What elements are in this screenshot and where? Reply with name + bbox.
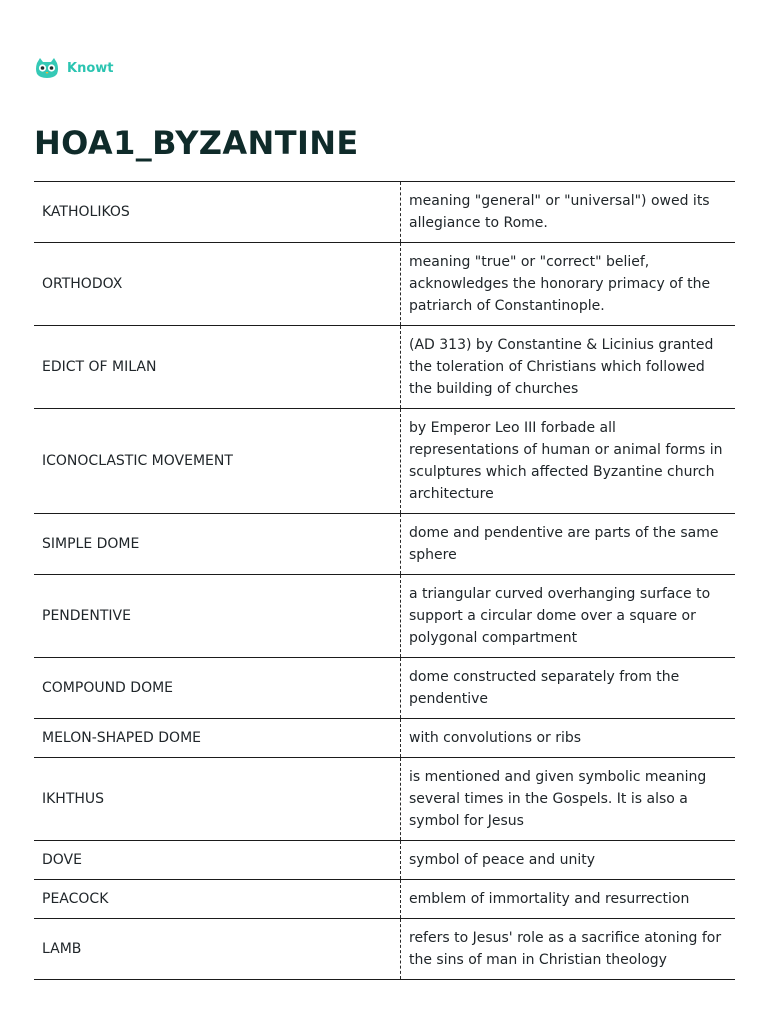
term-cell: DOVE	[34, 841, 401, 880]
table-row	[34, 841, 735, 880]
term-cell: MELON-SHAPED DOME	[34, 719, 401, 758]
table-row	[34, 658, 735, 719]
term-cell: IKHTHUS	[34, 758, 401, 841]
definition-cell: dome constructed separately from the pendentive	[401, 658, 736, 719]
owl-mascot-icon	[34, 57, 60, 79]
table-row	[34, 575, 735, 658]
definition-cell: with convolutions or ribs	[401, 719, 736, 758]
table-row	[34, 243, 735, 326]
brand-logo[interactable]	[34, 57, 113, 79]
table-row	[34, 514, 735, 575]
definition-cell: refers to Jesus' role as a sacrifice atoning for the sins of man in Christian theology	[401, 919, 736, 980]
term-cell: COMPOUND DOME	[34, 658, 401, 719]
page-title: HOA1_BYZANTINE	[34, 124, 359, 162]
table-row	[34, 409, 735, 514]
term-cell: PEACOCK	[34, 880, 401, 919]
term-cell: ICONOCLASTIC MOVEMENT	[34, 409, 401, 514]
term-cell: EDICT OF MILAN	[34, 326, 401, 409]
definition-cell: by Emperor Leo III forbade all representations of human or animal forms in sculptures which affected Byzantine church architecture	[401, 409, 736, 514]
definition-cell: meaning "true" or "correct" belief, acknowledges the honorary primacy of the patriarch of Constantinople.	[401, 243, 736, 326]
table-row	[34, 880, 735, 919]
term-cell: PENDENTIVE	[34, 575, 401, 658]
brand-name: Knowt	[67, 60, 114, 76]
definition-cell: dome and pendentive are parts of the same sphere	[401, 514, 736, 575]
definition-cell: (AD 313) by Constantine & Licinius granted the toleration of Christians which followed the building of churches	[401, 326, 736, 409]
term-cell: LAMB	[34, 919, 401, 980]
table-row	[34, 182, 735, 243]
term-cell: KATHOLIKOS	[34, 182, 401, 243]
term-cell: ORTHODOX	[34, 243, 401, 326]
flashcard-table	[34, 181, 735, 980]
table-row	[34, 758, 735, 841]
definition-cell: emblem of immortality and resurrection	[401, 880, 736, 919]
definition-cell: meaning "general" or "universal") owed its allegiance to Rome.	[401, 182, 736, 243]
definition-cell: symbol of peace and unity	[401, 841, 736, 880]
table-row	[34, 719, 735, 758]
table-row	[34, 326, 735, 409]
term-cell: SIMPLE DOME	[34, 514, 401, 575]
definition-cell: a triangular curved overhanging surface to support a circular dome over a square or polygonal compartment	[401, 575, 736, 658]
definition-cell: is mentioned and given symbolic meaning several times in the Gospels. It is also a symbol for Jesus	[401, 758, 736, 841]
table-row	[34, 919, 735, 980]
